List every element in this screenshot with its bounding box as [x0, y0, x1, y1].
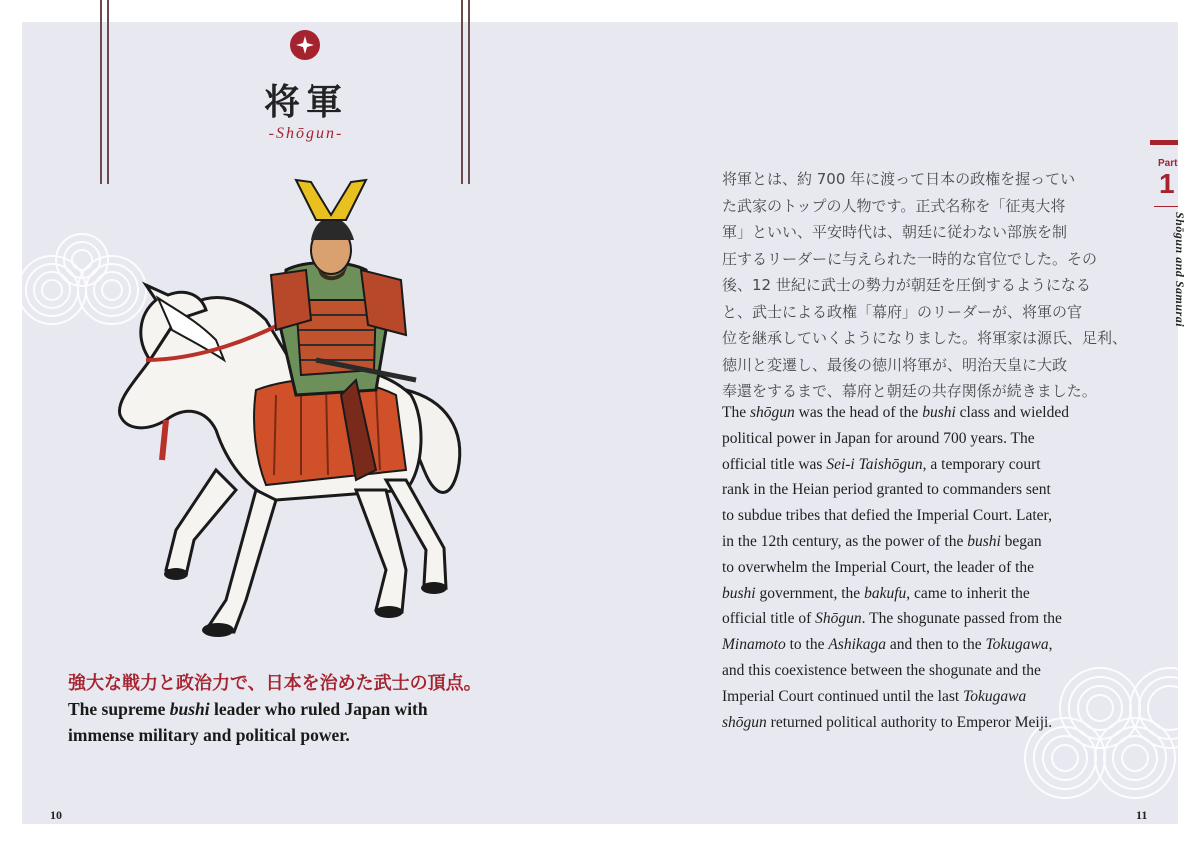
- body-text-japanese: [722, 166, 1128, 405]
- term: Tokugawa: [985, 636, 1049, 654]
- body-line: 圧するリーダーに与えられた一時的な官位でした。その: [722, 249, 1098, 268]
- body-line: [722, 452, 1122, 478]
- body-line: and this coexistence between the shogunate and the: [722, 661, 1041, 679]
- text: returned political authority to Emperor Meiji.: [766, 713, 1053, 731]
- text: to the: [785, 636, 829, 654]
- term: Minamoto: [722, 636, 786, 654]
- text: government, the: [755, 584, 865, 602]
- banner-rail-right-outer: [468, 0, 470, 184]
- banner-rail-left-inner: [107, 0, 109, 184]
- body-line: 将軍とは、約 700 年に渡って日本の政権を握ってい: [722, 170, 1076, 188]
- body-line: た武家のトップの人物です。正式名称を「征夷大将: [722, 196, 1066, 215]
- term: bushi: [722, 584, 756, 602]
- body-text-english: [722, 400, 1122, 735]
- chapter-section-title: Shōgun and Samurai: [1173, 212, 1187, 328]
- caption-text: leader who ruled Japan with: [209, 699, 428, 719]
- body-line: to overwhelm the Imperial Court, the leader of the: [722, 558, 1035, 576]
- chapter-part-number: 1: [1159, 168, 1175, 199]
- body-line: [722, 606, 1122, 632]
- term: bushi: [967, 532, 1001, 550]
- text: ,: [1048, 636, 1053, 654]
- text: Imperial Court continued until the last: [722, 687, 964, 705]
- caption-english: [68, 696, 488, 748]
- body-line: 位を継承していくようになりました。将軍家は源氏、足利、: [722, 329, 1128, 347]
- body-line: political power in Japan for around 700 years. The: [722, 429, 1035, 447]
- caption-japanese: 強大な戦力と政治力で、日本を治めた武士の頂点。: [68, 673, 482, 694]
- body-line: と、武士による政権「幕府」のリーダーが、将軍の官: [722, 302, 1083, 321]
- chapter-part-label: Part: [1158, 158, 1178, 169]
- chapter-tab-bar: [1150, 140, 1178, 145]
- text: . The shogunate passed from the: [861, 610, 1062, 628]
- body-line: 軍」といい、平安時代は、朝廷に従わない部族を制: [722, 223, 1068, 241]
- caption-text: The supreme: [68, 699, 170, 719]
- samurai-on-horse-illustration: [106, 170, 486, 640]
- body-line: 徳川と変遷し、最後の徳川将軍が、明治天皇に大政: [722, 355, 1068, 374]
- caption-term: bushi: [169, 699, 210, 719]
- term: Shōgun: [815, 610, 862, 628]
- text: and then to the: [886, 636, 986, 654]
- page-number-left: 10: [50, 808, 62, 822]
- book-spread: [22, 22, 1187, 824]
- body-line: rank in the Heian period granted to commanders sent: [722, 481, 1051, 499]
- caption-text: immense military and political power.: [68, 725, 350, 745]
- page-title: 将軍: [263, 82, 348, 123]
- text: , a temporary court: [922, 455, 1041, 473]
- term: bakufu: [864, 584, 907, 602]
- body-line: [722, 529, 1122, 555]
- body-line: [722, 710, 1122, 736]
- text: in the 12th century, as the power of the: [722, 532, 968, 550]
- text: was the head of the: [794, 404, 923, 421]
- text: , came to inherit the: [906, 584, 1030, 602]
- term: Sei-i Taishōgun: [826, 455, 923, 473]
- term: shōgun: [722, 713, 767, 731]
- page-subtitle-romaji: -Shōgun-: [268, 125, 344, 142]
- page-number-right: 11: [1136, 808, 1148, 822]
- term: Ashikaga: [828, 636, 887, 654]
- body-line: to subdue tribes that defied the Imperial Court. Later,: [722, 507, 1052, 525]
- term: bushi: [922, 404, 956, 421]
- body-line: [722, 581, 1122, 607]
- chapter-tab-divider: [1154, 206, 1178, 207]
- banner-rail-right-inner: [461, 0, 463, 184]
- text: official title was: [722, 455, 827, 473]
- four-point-star-icon: [290, 30, 320, 60]
- body-line: [722, 632, 1122, 658]
- body-line: 奉還をするまで、幕府と朝廷の共存関係が続きました。: [722, 382, 1097, 400]
- text: The: [722, 404, 750, 421]
- body-line: 後、12 世紀に武士の勢力が朝廷を圧倒するようになる: [722, 276, 1091, 294]
- banner-rail-left-outer: [100, 0, 102, 184]
- body-line: [722, 684, 1122, 710]
- text: official title of: [722, 610, 816, 628]
- term: shōgun: [749, 404, 795, 421]
- text: began: [1000, 532, 1042, 550]
- text: class and wielded: [955, 404, 1069, 421]
- body-line: [722, 400, 1122, 426]
- term: Tokugawa: [963, 687, 1027, 705]
